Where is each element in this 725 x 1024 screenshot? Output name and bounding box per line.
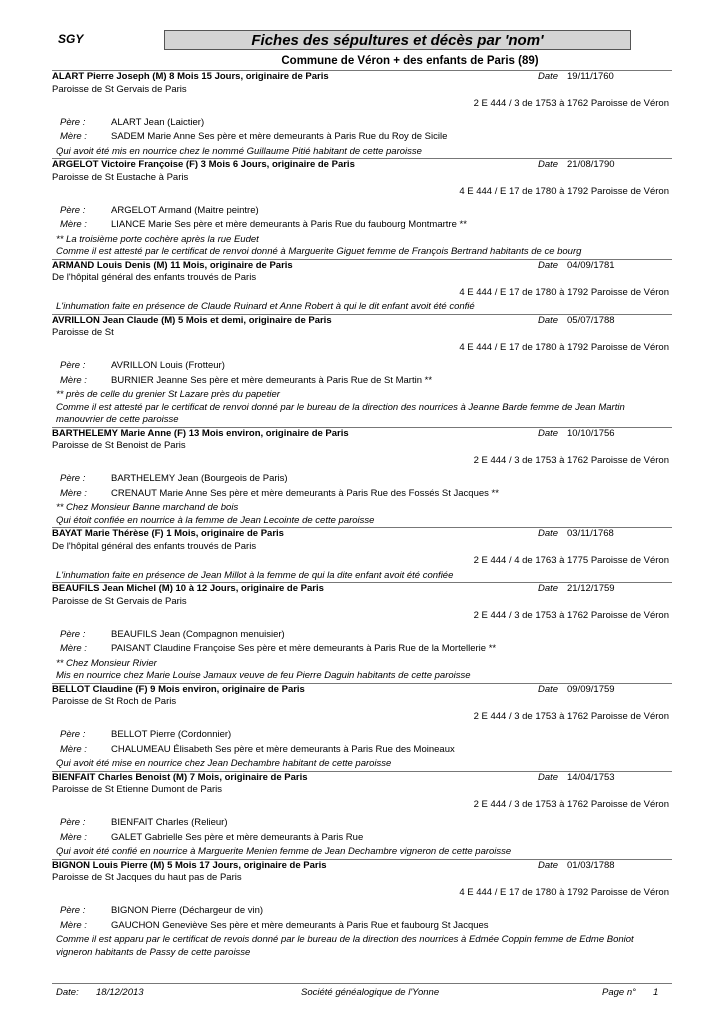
page-subtitle: Commune de Véron + des enfants de Paris (89) xyxy=(281,55,539,67)
record-archive-ref: 4 E 444 / E 17 de 1780 à 1792 Paroisse de Véron xyxy=(459,341,669,353)
record-origin: Paroisse de St Jacques du haut pas de Paris xyxy=(52,872,242,883)
record-origin: Paroisse de St Roch de Paris xyxy=(52,696,177,707)
record-entry xyxy=(52,70,672,158)
record-note: Comme il est attesté par le certificat de renvoi donné par le bureau de la direction des nourrices à Jeanne Barde femme de Jean Martin xyxy=(56,401,625,413)
mother-label: Mère : xyxy=(60,743,87,755)
father-label: Père : xyxy=(60,817,86,828)
mother-name: CRENAUT Marie Anne Ses père et mère demeurants à Paris Rue des Fossés St Jacques ** xyxy=(111,487,499,499)
father-name: BEAUFILS Jean (Compagnon menuisier) xyxy=(111,628,285,640)
page-footer xyxy=(52,983,672,1000)
father-label: Père : xyxy=(60,628,86,640)
mother-label: Mère : xyxy=(60,919,87,931)
date-label: Date xyxy=(538,259,559,271)
record-header xyxy=(52,583,672,596)
father-name: BIENFAIT Charles (Relieur) xyxy=(111,817,228,828)
record-header xyxy=(52,684,672,697)
footer-date: 18/12/2013 xyxy=(96,987,144,998)
father-name: BIGNON Pierre (Déchargeur de vin) xyxy=(111,905,264,916)
mother-name: GAUCHON Geneviève Ses père et mère demeurants à Paris Rue et faubourg St Jacques xyxy=(111,919,489,931)
footer-society: Société généalogique de l'Yonne xyxy=(301,987,440,998)
father-name: AVRILLON Louis (Frotteur) xyxy=(111,360,225,371)
record-note: manouvrier de cette paroisse xyxy=(56,414,179,425)
record-origin: De l'hôpital général des enfants trouvés de Paris xyxy=(52,540,257,552)
footer-page-label: Page n° xyxy=(602,987,636,998)
record-header xyxy=(52,260,672,273)
record-archive-ref: 2 E 444 / 3 de 1753 à 1762 Paroisse de Véron xyxy=(473,798,669,810)
record-header xyxy=(52,528,672,541)
mother-name: PAISANT Claudine Françoise Ses père et mère demeurants à Paris Rue de la Mortellerie ** xyxy=(111,643,497,654)
father-line xyxy=(52,905,672,918)
record-note: Mis en nourrice chez Marie Louise Jamaux veuve de feu Pierre Daguin habitants de cette paroisse xyxy=(56,670,471,681)
date-label: Date xyxy=(538,71,559,82)
record-entry xyxy=(52,314,672,427)
mother-name: GALET Gabrielle Ses père et mère demeurants à Paris Rue xyxy=(111,831,364,843)
record-name: BIENFAIT Charles Benoist (M) 7 Mois, originaire de Paris xyxy=(52,771,308,783)
society-code: SGY xyxy=(58,32,84,46)
date-label: Date xyxy=(538,859,559,871)
record-note: ** près de celle du grenier St Lazare près du papetier xyxy=(56,389,280,400)
record-origin: Paroisse de St xyxy=(52,327,114,338)
record-note: ** Chez Monsieur Banne marchand de bois xyxy=(56,502,239,513)
record-date: 21/12/1759 xyxy=(567,583,615,594)
record-date: 10/10/1756 xyxy=(567,427,615,439)
record-entry xyxy=(52,582,672,683)
record-header xyxy=(52,315,672,328)
father-line xyxy=(52,729,672,742)
mother-label: Mère : xyxy=(60,487,87,499)
record-date: 04/09/1781 xyxy=(567,259,615,271)
record-note: Comme il est apparu par le certificat de revois donné par le bureau de la direction des nourrices à Edmée Coppin femme de Edme Boniot xyxy=(56,934,634,945)
record-origin: Paroisse de St Benoist de Paris xyxy=(52,440,186,451)
record-origin: Paroisse de St Eustache à Paris xyxy=(52,171,189,183)
father-label: Père : xyxy=(60,473,86,484)
record-name: BAYAT Marie Thérèse (F) 1 Mois, originaire de Paris xyxy=(52,528,284,539)
mother-label: Mère : xyxy=(60,131,87,142)
mother-label: Mère : xyxy=(60,374,87,386)
mother-line xyxy=(52,488,672,501)
footer-date-label: Date: xyxy=(56,987,79,998)
page-title: Fiches des sépultures et décès par 'nom' xyxy=(164,30,631,50)
father-line xyxy=(52,629,672,642)
record-note: L'inhumation faite en présence de Claude Ruinard et Anne Robert à qui le dit enfant avoit été confié xyxy=(56,301,475,312)
date-label: Date xyxy=(538,683,559,695)
record-origin: Paroisse de St Gervais de Paris xyxy=(52,83,187,95)
record-entry xyxy=(52,158,672,259)
record-archive-ref: 4 E 444 / E 17 de 1780 à 1792 Paroisse de Véron xyxy=(459,886,669,898)
mother-line xyxy=(52,832,672,845)
record-archive-ref: 2 E 444 / 3 de 1753 à 1762 Paroisse de Véron xyxy=(473,710,669,722)
mother-line xyxy=(52,643,672,656)
record-origin: De l'hôpital général des enfants trouvés de Paris xyxy=(52,272,257,283)
record-archive-ref: 4 E 444 / E 17 de 1780 à 1792 Paroisse de Véron xyxy=(459,186,669,197)
record-name: BARTHELEMY Marie Anne (F) 13 Mois environ, originaire de Paris xyxy=(52,427,349,439)
record-note: L'inhumation faite en présence de Jean Millot à la femme de qui la dite enfant avoit été confiée xyxy=(56,569,454,581)
record-entry xyxy=(52,683,672,771)
mother-name: SADEM Marie Anne Ses père et mère demeurants à Paris Rue du Roy de Sicile xyxy=(111,131,448,142)
record-name: ARGELOT Victoire Françoise (F) 3 Mois 6 Jours, originaire de Paris xyxy=(52,159,355,170)
father-label: Père : xyxy=(60,360,86,371)
record-note: ** La troisième porte cochère après la rue Eudet xyxy=(56,233,259,245)
date-label: Date xyxy=(538,427,559,439)
mother-name: LIANCE Marie Ses père et mère demeurants à Paris Rue du faubourg Montmartre ** xyxy=(111,219,467,230)
record-note: Comme il est attesté par le certificat de renvoi donné à Marguerite Giguet femme de François Bertrand habitants de ce bourg xyxy=(56,246,582,257)
record-date: 14/04/1753 xyxy=(567,771,615,783)
father-line xyxy=(52,360,672,373)
mother-line xyxy=(52,375,672,388)
date-label: Date xyxy=(538,583,559,594)
father-label: Père : xyxy=(60,905,86,916)
record-date: 19/11/1760 xyxy=(567,71,614,82)
record-note: vigneron habitants de Passy de cette paroisse xyxy=(56,946,251,958)
father-line xyxy=(52,205,672,218)
record-header xyxy=(52,71,672,84)
record-header xyxy=(52,159,672,172)
father-name: BELLOT Pierre (Cordonnier) xyxy=(111,729,232,740)
father-label: Père : xyxy=(60,729,86,740)
record-entry xyxy=(52,427,672,528)
record-date: 05/07/1788 xyxy=(567,314,615,326)
mother-line xyxy=(52,131,672,144)
record-name: AVRILLON Jean Claude (M) 5 Mois et demi, originaire de Paris xyxy=(52,314,332,326)
record-name: BELLOT Claudine (F) 9 Mois environ, originaire de Paris xyxy=(52,683,305,695)
date-label: Date xyxy=(538,771,559,783)
father-line xyxy=(52,817,672,830)
mother-name: CHALUMEAU Élisabeth Ses père et mère demeurants à Paris Rue des Moineaux xyxy=(111,743,455,755)
record-date: 09/09/1759 xyxy=(567,683,615,695)
record-entry xyxy=(52,259,672,314)
record-name: ARMAND Louis Denis (M) 11 Mois, originaire de Paris xyxy=(52,259,293,271)
father-line xyxy=(52,473,672,486)
record-note: Qui étoit confiée en nourrice à la femme de Jean Lecointe de cette paroisse xyxy=(56,514,375,526)
record-name: BIGNON Louis Pierre (M) 5 Mois 17 Jours, originaire de Paris xyxy=(52,859,327,871)
record-entry xyxy=(52,859,672,960)
mother-label: Mère : xyxy=(60,643,87,654)
father-line xyxy=(52,117,672,130)
mother-line xyxy=(52,219,672,232)
record-header xyxy=(52,428,672,441)
record-entry xyxy=(52,527,672,582)
record-name: BEAUFILS Jean Michel (M) 10 à 12 Jours, originaire de Paris xyxy=(52,583,324,594)
record-name: ALART Pierre Joseph (M) 8 Mois 15 Jours, originaire de Paris xyxy=(52,71,329,82)
record-archive-ref: 2 E 444 / 4 de 1763 à 1775 Paroisse de Véron xyxy=(473,555,669,566)
father-name: BARTHELEMY Jean (Bourgeois de Paris) xyxy=(111,473,288,484)
record-date: 21/08/1790 xyxy=(567,159,615,170)
mother-name: BURNIER Jeanne Ses père et mère demeurants à Paris Rue de St Martin ** xyxy=(111,374,433,386)
record-archive-ref: 2 E 444 / 3 de 1753 à 1762 Paroisse de Véron xyxy=(473,610,669,621)
record-header xyxy=(52,860,672,873)
record-note: Qui avoit été mis en nourrice chez le nommé Guillaume Pitié habitant de cette paroisse xyxy=(56,145,422,157)
records-list xyxy=(52,70,672,959)
record-archive-ref: 4 E 444 / E 17 de 1780 à 1792 Paroisse de Véron xyxy=(459,286,669,298)
record-archive-ref: 2 E 444 / 3 de 1753 à 1762 Paroisse de Véron xyxy=(473,98,669,109)
record-archive-ref: 2 E 444 / 3 de 1753 à 1762 Paroisse de Véron xyxy=(473,454,669,466)
footer-page-number: 1 xyxy=(653,987,659,998)
father-name: ALART Jean (Laictier) xyxy=(111,116,205,128)
mother-line xyxy=(52,744,672,757)
mother-line xyxy=(52,920,672,933)
record-note: ** Chez Monsieur Rivier xyxy=(56,657,157,669)
record-entry xyxy=(52,771,672,859)
record-date: 01/03/1788 xyxy=(567,859,615,871)
record-note: Qui avoit été mise en nourrice chez Jean Dechambre habitant de cette paroisse xyxy=(56,758,392,769)
mother-label: Mère : xyxy=(60,219,87,230)
father-name: ARGELOT Armand (Maitre peintre) xyxy=(111,204,259,216)
record-origin: Paroisse de St Gervais de Paris xyxy=(52,595,187,607)
record-date: 03/11/1768 xyxy=(567,528,614,539)
father-label: Père : xyxy=(60,204,86,216)
mother-label: Mère : xyxy=(60,831,87,843)
date-label: Date xyxy=(538,528,559,539)
record-origin: Paroisse de St Etienne Dumont de Paris xyxy=(52,784,223,795)
father-label: Père : xyxy=(60,116,86,128)
record-header xyxy=(52,772,672,785)
date-label: Date xyxy=(538,314,559,326)
record-note: Qui avoit été confié en nourrice à Marguerite Menien femme de Jean Dechambre vigneron de cette paroisse xyxy=(56,846,512,857)
date-label: Date xyxy=(538,159,559,170)
